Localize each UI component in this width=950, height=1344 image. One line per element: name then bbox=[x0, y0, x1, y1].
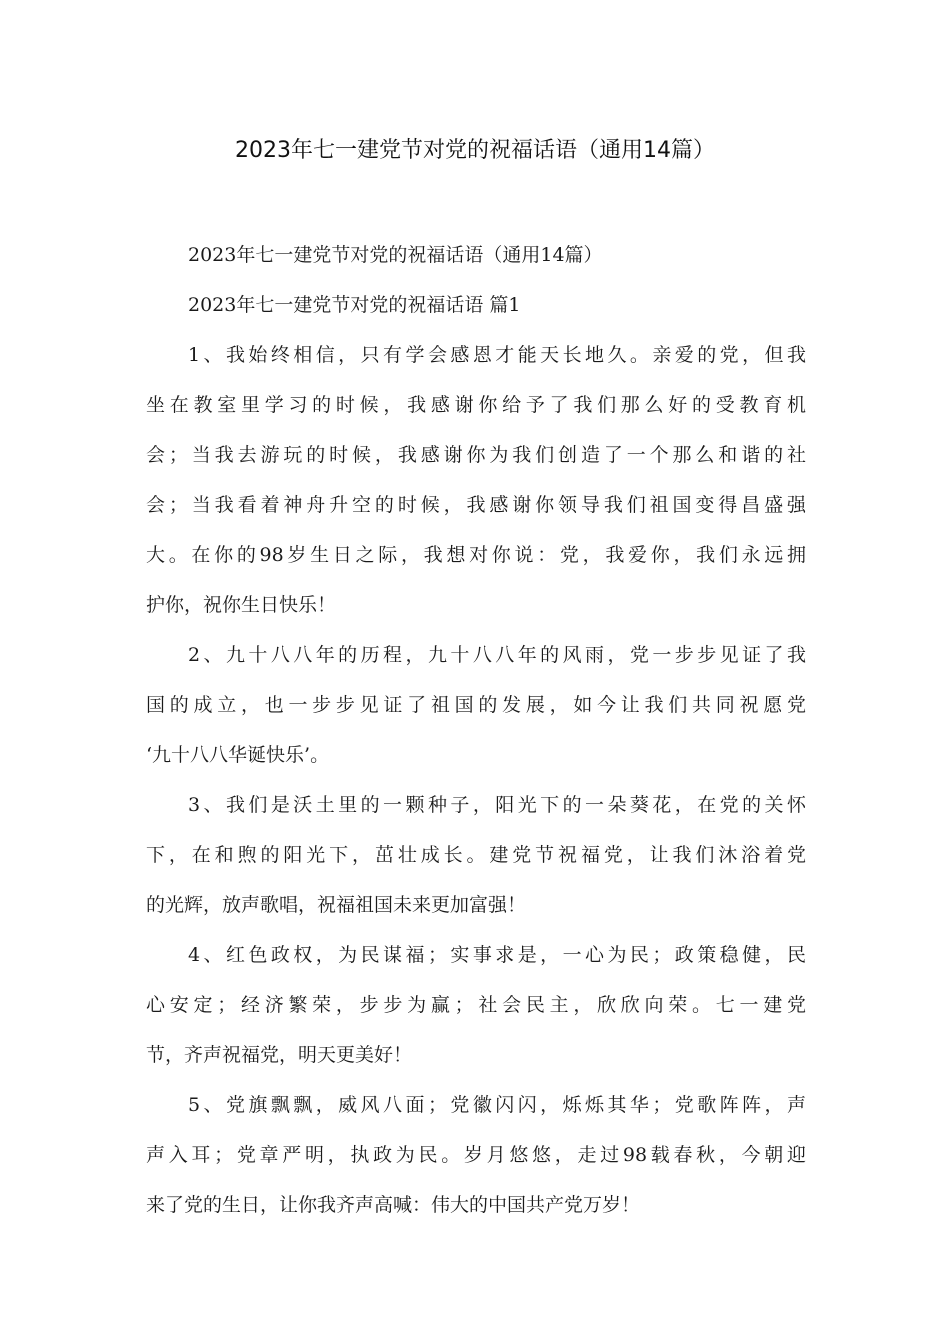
section-heading: 2023年七一建党节对党的祝福话语 篇1 bbox=[188, 294, 521, 316]
paragraph-line: 的光辉，放声歌唱，祝福祖国未来更加富强！ bbox=[146, 894, 527, 916]
paragraph-line: 节，齐声祝福党，明天更美好！ bbox=[146, 1044, 413, 1066]
document-title: 2023年七一建党节对党的祝福话语（通用14篇） bbox=[235, 138, 715, 163]
paragraph-line: 下，在和煦的阳光下，茁壮成长。建党节祝福党，让我们沐浴着党 bbox=[146, 844, 806, 866]
paragraph-line: 声入耳；党章严明，执政为民。岁月悠悠，走过98载春秋，今朝迎 bbox=[146, 1144, 806, 1166]
paragraph-line: 来了党的生日，让你我齐声高喊：伟大的中国共产党万岁！ bbox=[146, 1194, 641, 1216]
paragraph-line: ‘九十八八华诞快乐’。 bbox=[146, 744, 330, 766]
paragraph-line: 2、九十八八年的历程，九十八八年的风雨，党一步步见证了我 bbox=[188, 644, 806, 666]
document-subtitle: 2023年七一建党节对党的祝福话语（通用14篇） bbox=[188, 244, 603, 266]
paragraph-line: 大。在你的98岁生日之际，我想对你说：党，我爱你，我们永远拥 bbox=[146, 544, 806, 566]
paragraph-line: 心安定；经济繁荣，步步为赢；社会民主，欣欣向荣。七一建党 bbox=[146, 994, 806, 1016]
paragraph-4 bbox=[146, 930, 806, 1080]
paragraph-5 bbox=[146, 1080, 806, 1230]
paragraph-line: 坐在教室里学习的时候，我感谢你给予了我们那么好的受教育机 bbox=[146, 394, 806, 416]
document-body bbox=[146, 230, 806, 1230]
paragraph-2 bbox=[146, 630, 806, 780]
paragraph-line: 1、我始终相信，只有学会感恩才能天长地久。亲爱的党，但我 bbox=[188, 344, 806, 366]
paragraph-line: 5、党旗飘飘，威风八面；党徽闪闪，烁烁其华；党歌阵阵，声 bbox=[188, 1094, 806, 1116]
paragraph-1 bbox=[146, 330, 806, 630]
paragraph-3 bbox=[146, 780, 806, 930]
paragraph-line: 国的成立，也一步步见证了祖国的发展，如今让我们共同祝愿党 bbox=[146, 694, 806, 716]
paragraph-line: 护你，祝你生日快乐！ bbox=[146, 594, 337, 616]
paragraph-line: 会；当我去游玩的时候，我感谢你为我们创造了一个那么和谐的社 bbox=[146, 444, 806, 466]
paragraph-line: 4、红色政权，为民谋福；实事求是，一心为民；政策稳健，民 bbox=[188, 944, 806, 966]
paragraph-line: 会；当我看着神舟升空的时候，我感谢你领导我们祖国变得昌盛强 bbox=[146, 494, 806, 516]
paragraph-line: 3、我们是沃土里的一颗种子，阳光下的一朵葵花，在党的关怀 bbox=[188, 794, 806, 816]
